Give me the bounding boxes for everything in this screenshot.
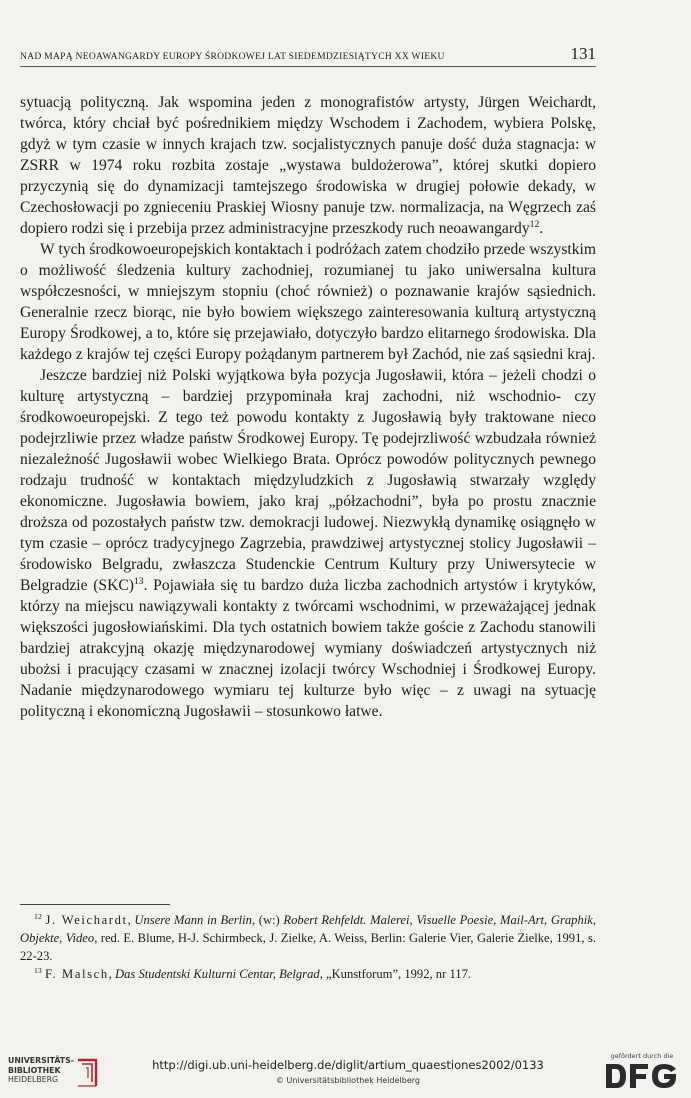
footnote-separator: ,: [127, 913, 135, 927]
paragraph-2: W tych środkowoeuropejskich kontaktach i podróżach zatem chodziło przede wszystkim o możliwość śledzenia kultury zachodniej, rozumianej tu jako uniwersalna kultura współczesności, w mniejszym stopniu (choć również) o poznawanie krajów sąsiednich. Generalnie rzecz biorąc, nie było bowiem większego zainteresowania kulturą artystyczną Europy Środkowej, a to, które się przejawiało, dotyczyło bardzo elitarnego środowiska. Dla każdego z krajów tej części Europy pożądanym partnerem był Zachód, nie zaś sąsiedni kraj.: [20, 241, 596, 363]
footnote-12: [20, 911, 596, 965]
footnote-number: 13: [34, 965, 42, 975]
footnote-in: , (w:): [251, 913, 284, 927]
paragraph-3: [20, 365, 596, 722]
library-emblem-icon: [76, 1056, 100, 1090]
footnote-rest: , „Kunstforum”, 1992, nr 117.: [319, 967, 472, 981]
footnote-separator: ,: [108, 967, 116, 981]
footnote-number: 12: [34, 911, 42, 921]
footnote-ref-13[interactable]: 13: [133, 575, 144, 587]
copyright-notice: © Universitätsbibliothek Heidelberg: [275, 1076, 420, 1085]
footnote-ref-12[interactable]: 12: [529, 218, 540, 230]
library-name-line1: UNIVERSITÄTS-: [8, 1056, 74, 1065]
footnotes: [20, 911, 596, 983]
library-logo[interactable]: [8, 1056, 108, 1092]
body-text: [20, 92, 596, 722]
source-url[interactable]: http://digi.ub.uni-heidelberg.de/diglit/artium_quaestiones2002/0133: [152, 1058, 544, 1072]
footnote-rest: , red. E. Blume, H-J. Schirmbeck, J. Zielke, A. Weiss, Berlin: Galerie Vier, Galerie Zielke, 1991, s. 22-23.: [20, 931, 597, 963]
paragraph-1-end: .: [539, 220, 544, 237]
footnote-13: [20, 965, 596, 983]
footnote-author: J. Weichardt: [45, 913, 128, 927]
digitization-footer: [0, 1046, 691, 1098]
library-name: [8, 1056, 74, 1085]
paragraph-3-text: Jeszcze bardziej niż Polski wyjątkowa była pozycja Jugosławii, która – jeżeli chodzi o kulturę artystyczną – bardziej przypominała kraj zachodni, niż wschodnio- czy środkowoeuropejski. Z tego też powodu kontakty z Jugosławią były traktowane nieco podejrzliwie przez władze państw Środkowej Europy. Tę podejrzliwość wzbudzała również niezależność Jugosławii wobec Wielkiego Brata. Oprócz powodów politycznych pewnego rodzaju trudność w kontaktach międzyludzkich z Jugosławią stwarzały względy ekonomiczne. Jugosławia bowiem, jako kraj „półzachodni”, była po prostu znacznie droższa od pozostałych państw tzw. demokracji ludowej. Niezwykłą dynamikę osiągnęło w tym czasie – oprócz tradycyjnego Zagrzebia, prawdziwej artystycznej stolicy Jugosławii – środowisko Belgradu, zwłaszcza Studenckie Centrum Kultury przy Uniwersytecie w Belgradzie (SKC): [20, 367, 596, 594]
paragraph-1-text: sytuacją polityczną. Jak wspomina jeden z monografistów artysty, Jürgen Weichardt, twórca, który chciał być pośrednikiem między Wschodem i Zachodem, wybiera Polskę, gdyż w tym czasie w innych krajach tzw. socjalistycznych panuje dość duża stagnacja: w ZSRR w 1974 roku rozbita zostaje „wystawa buldożerowa”, której skutki dopiero przyczynią się do dynamizacji tamtejszego środowiska w drugiej połowie dekady, w Czechosłowacji po zgnieceniu Praskiej Wiosny panuje tzw. normalizacja, na Węgrzech zaś dopiero rodzi się i przebija przez administracyjne przeszkody ruch neoawangardy: [20, 94, 596, 237]
dfg-funding: [602, 1052, 684, 1094]
library-name-line3: HEIDELBERG: [8, 1075, 59, 1084]
footnote-title: Das Studentski Kulturni Centar, Belgrad: [115, 967, 320, 981]
footnote-title: Unsere Mann in Berlin: [134, 913, 252, 927]
paragraph-3-end: . Pojawiała się tu bardzo duża liczba zachodnich artystów i krytyków, którzy na miejscu nawiązywali kontakty z twórcami wschodnimi, w przeważającej jednak większości jugosłowiańskimi. Dla tych ostatnich bowiem także goście z Zachodu stanowili bardziej atrakcyjną okazję międzynarodowej wymiany doświadczeń artystycznych niż ubożsi i pracujący czasami w znacznej izolacji twórcy Wschodniej i Środkowej Europy. Nadanie międzynarodowego wymiaru tej kulturze było więc – z uwagi na sytuację polityczną i ekonomiczną Jugosławii – stosunkowo łatwe.: [20, 577, 596, 720]
library-name-line2: BIBLIOTHEK: [8, 1065, 61, 1075]
page-number: 131: [570, 44, 596, 63]
running-header: [20, 44, 596, 67]
footnote-work: Robert Rehfeldt. Malerei, Visuelle Poesie, Mail-Art, Graphik, Objekte, Video: [20, 913, 596, 945]
dfg-caption: gefördert durch die: [610, 1052, 674, 1060]
paragraph-1: [20, 92, 596, 239]
footnote-divider: [20, 904, 170, 905]
running-title: NAD MAPĄ NEOAWANGARDY EUROPY ŚRODKOWEJ LAT SIEDEMDZIESIĄTYCH XX WIEKU: [20, 51, 445, 62]
footnote-author: F. Malsch: [44, 967, 109, 981]
dfg-logo-icon[interactable]: [604, 1061, 680, 1091]
